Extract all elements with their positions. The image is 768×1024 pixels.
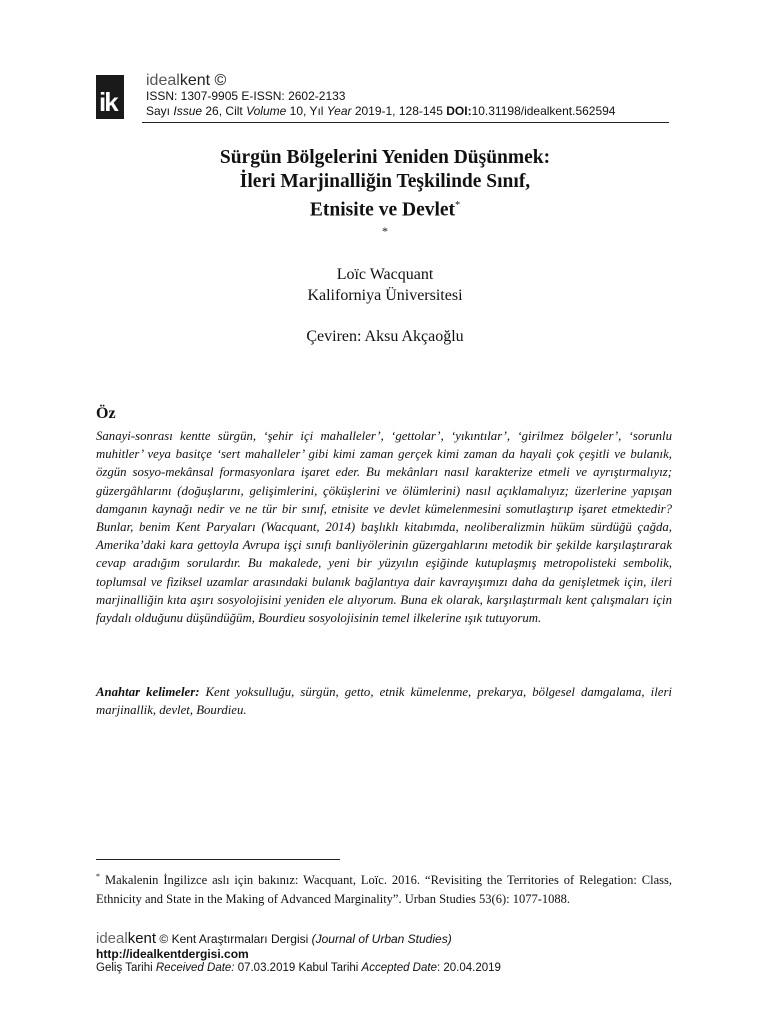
footnote-mark: *	[96, 872, 100, 881]
received-date: 07.03.2019	[234, 962, 299, 974]
footnote-divider	[96, 859, 340, 860]
footer-journal	[156, 932, 452, 946]
header-divider	[142, 122, 669, 123]
title-line-3	[100, 194, 670, 223]
keywords-label: Anahtar kelimeler:	[96, 685, 200, 699]
brand-ideal: ideal	[146, 72, 180, 89]
footer-journal-en: (Journal of Urban Studies)	[311, 932, 452, 946]
title-asterisk: *	[382, 224, 388, 238]
translator-line: Çeviren: Aksu Akçaoğlu	[306, 328, 464, 345]
footer-brand-kent: kent	[127, 930, 157, 947]
abstract-heading: Öz	[96, 405, 116, 422]
journal-logo-text: ik	[99, 87, 117, 117]
footer-brand	[96, 930, 452, 947]
title-line-3-text: Etnisite ve Devlet	[309, 199, 456, 221]
accepted-date: : 20.04.2019	[436, 962, 501, 974]
issue-line	[146, 104, 615, 119]
title-line-2: İleri Marjinalliğin Teşkilinde Sınıf,	[239, 171, 531, 192]
abstract-text: Sanayi-sonrası kentte sürgün, ‘şehir içi mahalleler’, ‘gettolar’, ‘yıkıntılar’, ‘girilmez bölgeler’, ‘sorunlu muhitler’ veya basitçe ‘sert mahalleler’ gibi kimi zaman gerçek kimi zaman da hayali çok çeşitli ve bulanık, özgün sosyo-mekânsal formasyonlara işaret eder. Bu mekânları nasıl karakterize etmeli ve ayrıştırmalıyız; güzergâhlarını (doğuşlarını, gelişimlerini, çöküşlerini ve ölümlerini) nasıl açıklamalıyız; üzerlerine yapışan damganın kaynağı nedir ve ne tür bir sınıf, etnisite ve devlet kümelenmesini somutlaştırıp işaret etmektedir? Bunlar, benim Kent Paryaları (Wacquant, 2014) başlıklı kitabımda, neoliberalizmin hüküm sürdüğü çağda, Amerika’daki kara gettoyla Avrupa işçi sınıfı banliyölerinin güzergahlarını metodik bir şekilde karşılaştırarak cevap aradığım sorulardır. Bu makalede, yeni bir yüzyılın eşiğinde kutuplaşmış metropolisteki sembolik, toplumsal ve fiziksel uzamlar arasındaki bulanık bağlantıya dair kavrayışımızı daha da genişletmek için, ileri marjinalliğin kıta aşırı sosyolojisini yeniden ele alıyorum. Buna ek olarak, karşılaştırmalı kent çalışmaları için faydalı olduğunu düşündüğüm, Bourdieu sosyolojisinin temel ilkelerine ışık tutuyorum.	[96, 429, 672, 626]
volume-number: 10, Yıl	[286, 104, 327, 118]
doi-label: DOI:	[446, 104, 472, 118]
accepted-en: Accepted Date	[361, 962, 437, 974]
journal-url-link[interactable]: http://idealkentdergisi.com	[96, 947, 249, 961]
keywords-text: Kent yoksulluğu, sürgün, getto, etnik kümelenme, prekarya, bölgesel damgalama, ileri marjinallik, devlet, Bourdieu.	[96, 685, 672, 718]
issue-label: Issue	[173, 104, 203, 118]
issue-sayi: Sayı	[146, 104, 174, 118]
title-footnote-mark[interactable]: *	[455, 200, 461, 211]
brand-kent: kent	[179, 72, 211, 89]
issn-line: ISSN: 1307-9905 E-ISSN: 2602-2133	[146, 89, 346, 103]
journal-brand	[146, 72, 226, 90]
footer-journal-tr: © Kent Araştırmaları Dergisi	[156, 932, 312, 946]
keywords	[96, 683, 672, 719]
year-label: Year	[326, 104, 352, 118]
footer-brand-ideal: ideal	[96, 930, 128, 947]
footer-dates	[96, 962, 501, 974]
issue-number: 26, Cilt	[202, 104, 247, 118]
received-en: Received Date:	[155, 962, 235, 974]
author-block	[100, 264, 670, 306]
article-title	[100, 146, 670, 223]
year-pages: 2019-1, 128-145	[351, 104, 447, 118]
received-tr: Geliş Tarihi	[96, 962, 156, 974]
journal-logo	[96, 75, 124, 119]
doi-link[interactable]: 10.31198/idealkent.562594	[471, 104, 616, 118]
title-line-1: Sürgün Bölgelerini Yeniden Düşünmek:	[219, 147, 551, 168]
author-name: Loïc Wacquant	[336, 266, 434, 283]
author-affiliation: Kaliforniya Üniversitesi	[307, 287, 463, 304]
accepted-tr: Kabul Tarihi	[298, 962, 362, 974]
footnote-text: Makalenin İngilizce aslı için bakınız: Wacquant, Loïc. 2016. “Revisiting the Territories of Relegation: Class, Ethnicity and State in the Making of Advanced Marginality”. Urban Studies 53(6): 1077-1088.	[96, 873, 672, 906]
volume-label: Volume	[246, 104, 287, 118]
footnote	[96, 868, 672, 908]
copyright-icon: ©	[214, 72, 227, 89]
